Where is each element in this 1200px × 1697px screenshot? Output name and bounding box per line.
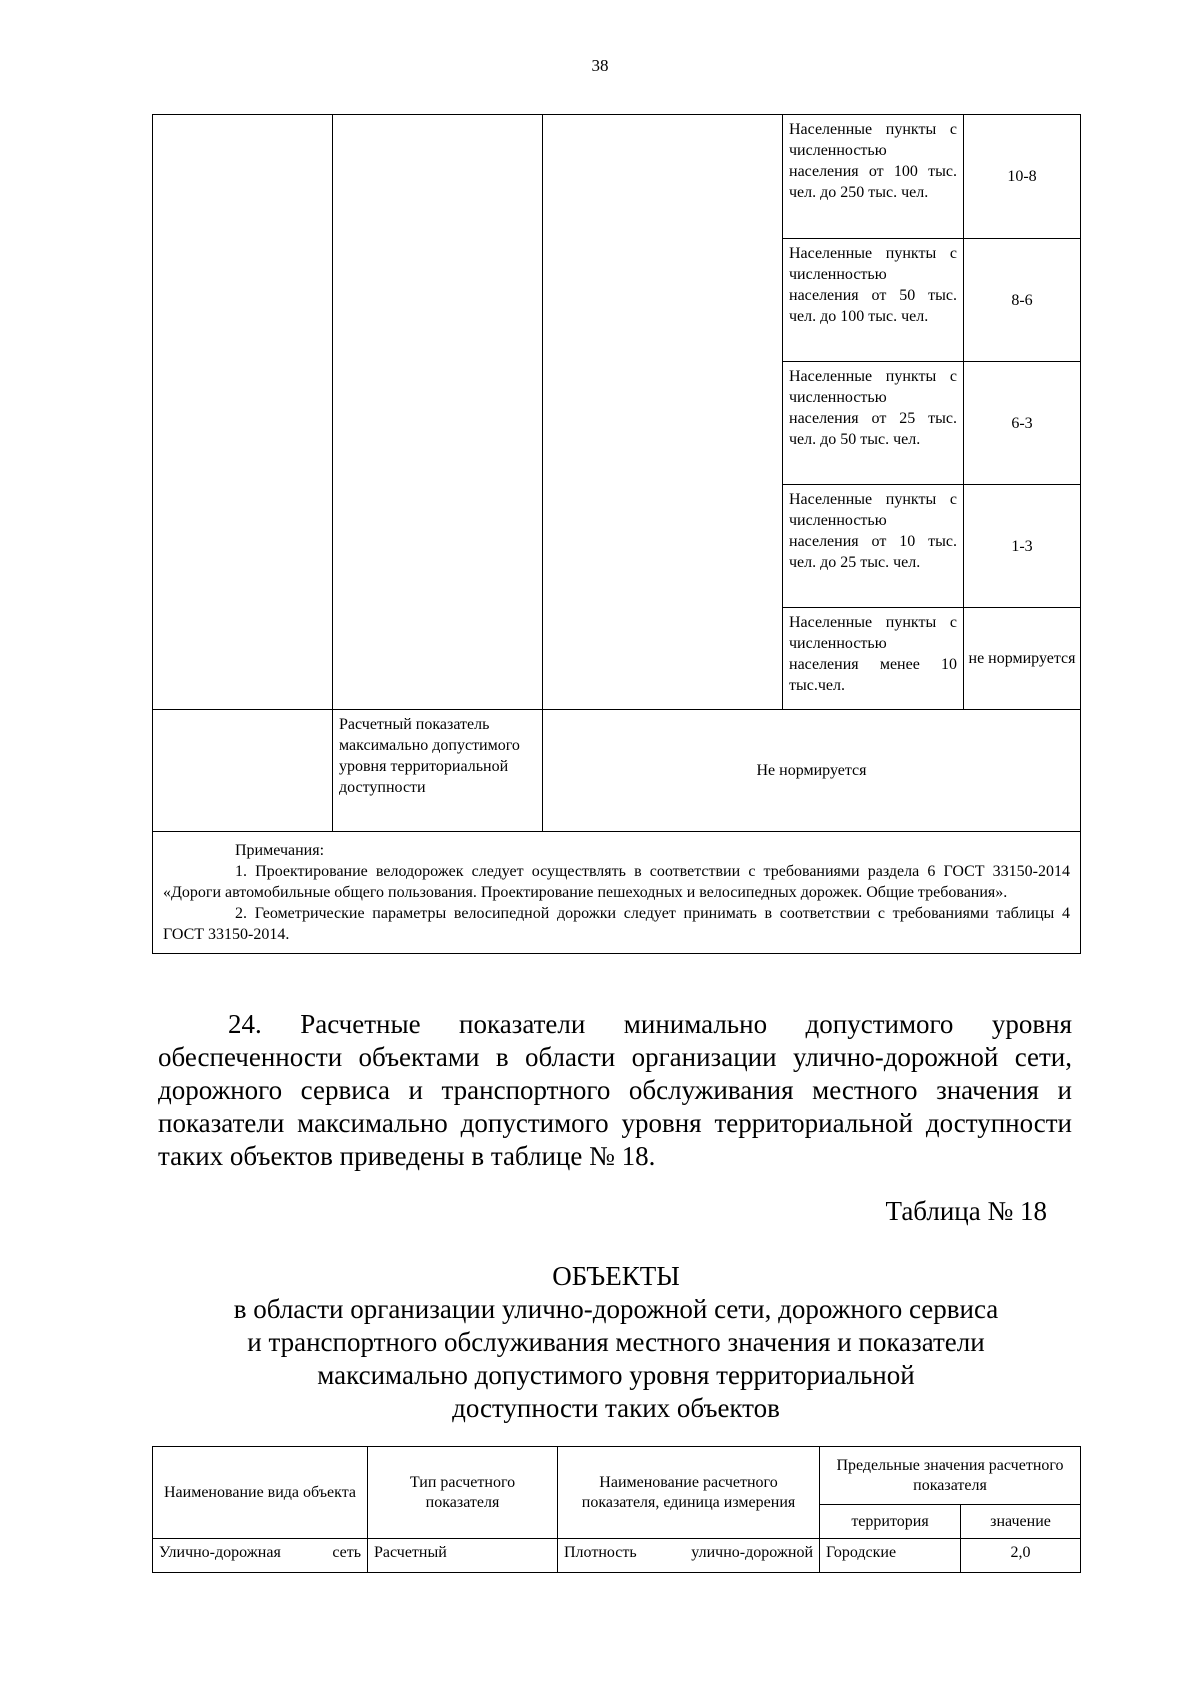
population-range-cell: Населенные пункты с численностью населения от 100 тыс. чел. до 250 тыс. чел.	[783, 115, 964, 239]
table-title	[152, 1260, 1080, 1425]
table-label: Таблица № 18	[885, 1196, 1047, 1226]
population-value-cell: 1-3	[964, 485, 1081, 608]
header-indicator-name: Наименование расчетного показателя, единица измерения	[558, 1447, 820, 1539]
header-territory: территория	[820, 1505, 961, 1539]
population-range-cell: Населенные пункты с численностью населения от 50 тыс. чел. до 100 тыс. чел.	[783, 239, 964, 362]
cell-object: Улично-дорожная сеть	[153, 1539, 368, 1573]
cell-type: Расчетный	[368, 1539, 558, 1573]
population-range-cell: Населенные пункты с численностью населения менее 10 тыс.чел.	[783, 608, 964, 710]
cell-value: 2,0	[961, 1539, 1081, 1573]
population-value-cell: 8-6	[964, 239, 1081, 362]
population-value-cell: не нормируется	[964, 608, 1081, 710]
paragraph-24: 24. Расчетные показатели минимально допустимого уровня обеспеченности объектами в области организации улично-дорожной сети, дорожного сервиса и транспортного обслуживания местного значения и показатели максимально допустимого уровня территориальной доступности таких объектов приведены в таблице № 18.	[158, 1009, 1072, 1171]
top-table	[152, 114, 1081, 954]
population-value-cell: 10-8	[964, 115, 1081, 239]
cell-indicator: Плотность улично-дорожной	[558, 1539, 820, 1573]
max-indicator-value: Не нормируется	[543, 710, 1081, 832]
notes-cell	[153, 832, 1081, 954]
page-number: 38	[591, 56, 609, 75]
empty-cell	[153, 115, 333, 710]
title-line: в области организации улично-дорожной сети, дорожного сервиса	[233, 1294, 999, 1324]
title-line: и транспортного обслуживания местного значения и показатели	[247, 1327, 985, 1357]
note-2: 2. Геометрические параметры велосипедной дорожки следует принимать в соответствии с требованиями таблицы 4 ГОСТ 33150-2014.	[163, 905, 1070, 943]
notes-title: Примечания:	[235, 842, 325, 859]
empty-cell	[333, 115, 543, 710]
population-range-cell: Населенные пункты с численностью населения от 10 тыс. чел. до 25 тыс. чел.	[783, 485, 964, 608]
empty-cell	[153, 710, 333, 832]
population-value-cell: 6-3	[964, 362, 1081, 485]
empty-cell	[543, 115, 783, 710]
max-indicator-label: Расчетный показатель максимально допустимого уровня территориальной доступности	[333, 710, 543, 832]
bottom-table	[152, 1446, 1081, 1573]
title-line: ОБЪЕКТЫ	[552, 1261, 680, 1291]
header-value: значение	[961, 1505, 1081, 1539]
header-indicator-type: Тип расчетного показателя	[368, 1447, 558, 1539]
header-object-type: Наименование вида объекта	[153, 1447, 368, 1539]
cell-territory: Городские	[820, 1539, 961, 1573]
title-line: доступности таких объектов	[452, 1393, 780, 1423]
title-line: максимально допустимого уровня территориальной	[317, 1360, 915, 1390]
header-limit-values: Предельные значения расчетного показателя	[820, 1447, 1081, 1505]
population-range-cell: Населенные пункты с численностью населения от 25 тыс. чел. до 50 тыс. чел.	[783, 362, 964, 485]
note-1: 1. Проектирование велодорожек следует осуществлять в соответствии с требованиями раздела 6 ГОСТ 33150-2014 «Дороги автомобильные общего пользования. Проектирование пешеходных и велосипедных дорожек. Общие требования».	[163, 863, 1070, 901]
